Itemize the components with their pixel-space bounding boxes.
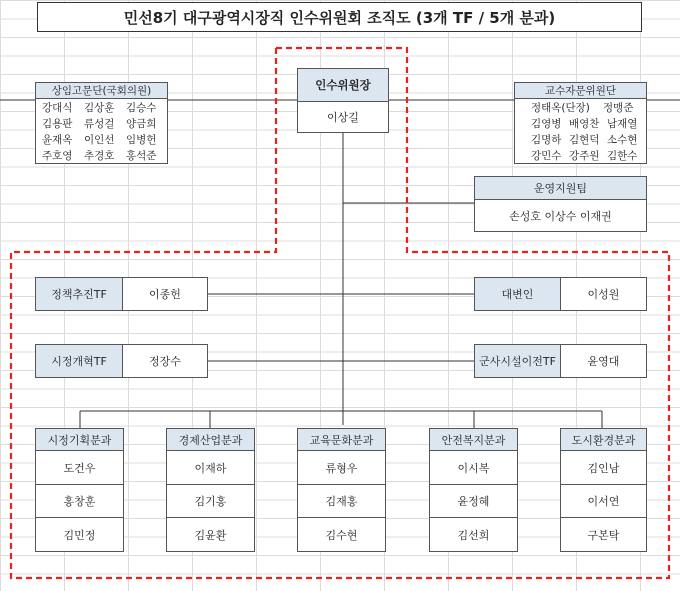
division-member: 윤정혜 <box>429 484 518 518</box>
division-label-planning: 시정기획분과 <box>35 428 124 451</box>
advisor-name: 양금희 <box>126 117 157 130</box>
division-member: 김인남 <box>560 450 647 485</box>
advisors-left-label: 상임고문단(국회의원) <box>36 83 167 99</box>
advisor-name: 김승수 <box>126 101 157 114</box>
tf-label-reform: 시정개혁TF <box>35 344 123 378</box>
advisor-name: 정태옥(단장) <box>531 101 590 114</box>
advisor-name: 홍석준 <box>126 149 157 162</box>
advisor-name: 정맹준 <box>603 101 634 114</box>
advisor-name: 주호영 <box>42 149 73 162</box>
division-member: 김수현 <box>297 517 386 552</box>
division-member: 구본탁 <box>560 517 647 552</box>
advisor-name: 배영찬 <box>569 117 600 130</box>
advisor-name: 소수현 <box>607 133 638 146</box>
advisors-right-label: 교수자문위원단 <box>515 83 646 99</box>
advisors-left-row <box>36 115 167 131</box>
advisors-right-row <box>515 147 646 163</box>
advisor-name: 남재열 <box>607 117 638 130</box>
advisor-name: 윤재옥 <box>42 133 73 146</box>
division-member: 이시복 <box>429 450 518 485</box>
division-member: 류형우 <box>297 450 386 485</box>
advisor-name: 강주원 <box>569 149 600 162</box>
division-member: 이서연 <box>560 484 647 518</box>
division-member: 이재하 <box>166 450 255 485</box>
tf-label-policy: 정책추진TF <box>35 277 123 311</box>
advisor-name: 김영병 <box>531 117 562 130</box>
advisor-name: 김용판 <box>42 117 73 130</box>
advisor-name: 강민수 <box>531 149 562 162</box>
tf-name-military: 윤영대 <box>560 344 647 378</box>
support-team-members: 손성호 이상수 이재권 <box>474 199 647 232</box>
advisors-left-box <box>35 82 168 164</box>
tf-name-spokesperson: 이성원 <box>560 277 647 311</box>
division-member: 김민정 <box>35 517 124 552</box>
advisor-name: 김명하 <box>531 133 562 146</box>
advisor-name: 이인선 <box>84 133 115 146</box>
advisors-right-row <box>515 99 646 115</box>
division-label-urban: 도시환경분과 <box>560 428 647 451</box>
advisor-name: 김한수 <box>607 149 638 162</box>
tf-name-reform: 정장수 <box>122 344 208 378</box>
advisors-left-row <box>36 99 167 115</box>
chair-label: 인수위원장 <box>297 68 389 102</box>
division-member: 김기홍 <box>166 484 255 518</box>
chart-title: 민선8기 대구광역시장직 인수위원회 조직도 (3개 TF / 5개 분과) <box>37 2 642 32</box>
advisor-name: 김상훈 <box>84 101 115 114</box>
advisor-name: 김현덕 <box>569 133 600 146</box>
advisor-name: 류성걸 <box>84 117 115 130</box>
tf-label-spokesperson: 대변인 <box>474 277 561 311</box>
tf-name-policy: 이종헌 <box>122 277 208 311</box>
advisor-name: 추경호 <box>84 149 115 162</box>
division-label-education: 교육문화분과 <box>297 428 386 451</box>
division-member: 도건우 <box>35 450 124 485</box>
chair-name: 이상길 <box>297 101 389 133</box>
division-member: 김윤환 <box>166 517 255 552</box>
division-member: 김선희 <box>429 517 518 552</box>
tf-label-military: 군사시설이전TF <box>474 344 561 378</box>
division-label-economy: 경제산업분과 <box>166 428 255 451</box>
advisors-right-row <box>515 131 646 147</box>
support-team-label: 운영지원팀 <box>474 176 647 200</box>
division-member: 김재홍 <box>297 484 386 518</box>
advisors-left-row <box>36 147 167 163</box>
advisor-name: 임병헌 <box>126 133 157 146</box>
advisor-name: 강대식 <box>42 101 73 114</box>
division-label-welfare: 안전복지분과 <box>429 428 518 451</box>
advisors-left-row <box>36 131 167 147</box>
division-member: 홍창훈 <box>35 484 124 518</box>
advisors-right-row <box>515 115 646 131</box>
advisors-right-box <box>514 82 647 164</box>
